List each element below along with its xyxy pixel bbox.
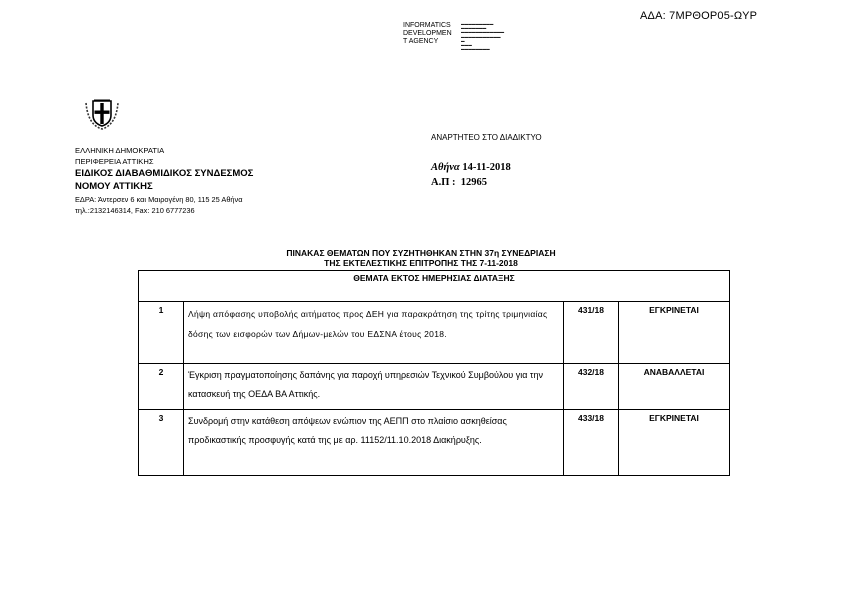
row-decision-number: 432/18 <box>564 364 619 410</box>
document-title-line-2: ΤΗΣ ΕΚΤΕΛΕΣΤΙΚΗΣ ΕΠΙΤΡΟΠΗΣ ΤΗΣ 7-11-2018 <box>324 258 518 268</box>
date-block <box>431 160 511 190</box>
ada-code: ΑΔΑ: 7ΜΡΘΟΡ05-ΩΥΡ <box>640 10 758 22</box>
table-row <box>139 302 730 364</box>
posting-note: ΑΝΑΡΤΗΤΕΟ ΣΤΟ ΔΙΑΔΙΚΤΥΟ <box>431 133 542 142</box>
signature-stamp <box>403 22 452 46</box>
stamp-line-3: T AGENCY <box>403 38 439 45</box>
row-decision-number: 433/18 <box>564 410 619 476</box>
row-number: 1 <box>139 302 184 364</box>
stamp-line-1: INFORMATICS <box>403 22 451 29</box>
row-number: 3 <box>139 410 184 476</box>
row-decision: ΕΓΚΡΙΝΕΤΑΙ <box>619 302 730 364</box>
table-header-row <box>139 271 730 302</box>
table-row <box>139 364 730 410</box>
row-number: 2 <box>139 364 184 410</box>
row-description: Έγκριση πραγματοποίησης δαπάνης για παροχή υπηρεσιών Τεχνικού Συμβούλου για την κατασκευή της ΟΕΔΑ ΒΑ Αττικής. <box>184 364 564 410</box>
sender-address: ΕΔΡΑ: Άντερσεν 6 και Μαιρογένη 80, 115 25 Αθήνα <box>75 195 243 204</box>
table-header: ΘΕΜΑΤΑ ΕΚΤΟΣ ΗΜΕΡΗΣΙΑΣ ΔΙΑΤΑΞΗΣ <box>139 271 730 302</box>
sender-phone: τηλ.:2132146314, Fax: 210 6777236 <box>75 206 195 215</box>
row-description: Λήψη απόφασης υποβολής αιτήματος προς ΔΕΗ για παρακράτηση της τρίτης τριμηνιαίας δόσης των εισφορών των Δήμων-μελών του ΕΔΣΝΑ έτους 2018. <box>184 302 564 364</box>
protocol-number: 12965 <box>460 177 487 188</box>
row-decision: ΕΓΚΡΙΝΕΤΑΙ <box>619 410 730 476</box>
document-title-line-1: ΠΙΝΑΚΑΣ ΘΕΜΑΤΩΝ ΠΟΥ ΣΥΖΗΤΗΘΗΚΑΝ ΣΤΗΝ 37η ΣΥΝΕΔΡΙΑΣΗ <box>286 248 556 258</box>
table-row <box>139 410 730 476</box>
agenda-table <box>138 270 730 476</box>
greek-coat-of-arms-icon <box>82 95 122 131</box>
row-description: Συνδρομή στην κατάθεση απόψεων ενώπιον της ΑΕΠΠ στο πλαίσιο ασκηθείσας προδικαστικής προσφυγής κατά της με αρ. 11152/11.10.2018 Διακήρυξης. <box>184 410 564 476</box>
sender-organization: ΕΙΔΙΚΟΣ ΔΙΑΒΑΘΜΙΔΙΚΟΣ ΣΥΝΔΕΣΜΟΣ <box>75 168 254 179</box>
sender-region: ΠΕΡΙΦΕΡΕΙΑ ΑΤΤΙΚΗΣ <box>75 157 154 166</box>
date-city: Αθήνα <box>431 162 460 173</box>
sender-block <box>75 145 253 216</box>
protocol-label: Α.Π : <box>431 177 456 188</box>
row-decision-number: 431/18 <box>564 302 619 364</box>
stamp-fine-print: ▬▬▬▬▬▬▬▬▬ ▬▬▬▬▬▬▬ ▬▬▬▬▬▬▬▬▬▬▬▬ ▬▬▬▬▬▬▬▬▬▬▬ ▬ ▬▬▬ ▬▬▬▬▬▬▬▬ <box>461 22 505 52</box>
date-value: 14-11-2018 <box>462 162 511 173</box>
sender-prefecture: ΝΟΜΟΥ ΑΤΤΙΚΗΣ <box>75 181 153 192</box>
stamp-line-2: DEVELOPMEN <box>403 30 452 37</box>
sender-republic: ΕΛΛΗΝΙΚΗ ΔΗΜΟΚΡΑΤΙΑ <box>75 146 165 155</box>
row-decision: ΑΝΑΒΑΛΛΕΤΑΙ <box>619 364 730 410</box>
